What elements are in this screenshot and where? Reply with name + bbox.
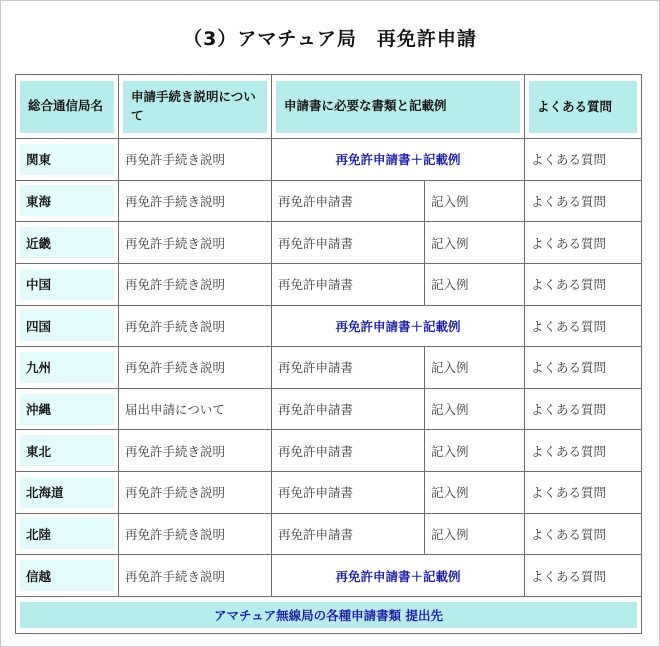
table-row (16, 222, 642, 264)
faq-cell[interactable] (525, 180, 642, 222)
footer-row (16, 596, 642, 633)
faq-cell[interactable] (525, 263, 642, 305)
example-cell[interactable] (425, 513, 525, 555)
example-cell[interactable] (425, 388, 525, 430)
table-row (16, 513, 642, 555)
application-form-cell[interactable] (272, 347, 425, 389)
page-title: （3）アマチュア局 再免許申請 (183, 28, 477, 50)
region-label: 近畿 (20, 227, 114, 258)
region-cell (16, 180, 119, 222)
procedure-cell[interactable] (119, 388, 272, 430)
faq-link[interactable]: よくある質問 (531, 568, 607, 584)
region-label: 信越 (20, 560, 114, 591)
example-link[interactable]: 記入例 (431, 443, 469, 459)
faq-link[interactable]: よくある質問 (531, 152, 607, 168)
application-form-link[interactable]: 再免許申請書 (278, 443, 354, 459)
application-form-combined-link[interactable]: 再免許申請書＋記載例 (335, 568, 461, 584)
example-link[interactable]: 記入例 (431, 360, 469, 376)
region-cell (16, 222, 119, 264)
procedure-link[interactable]: 再免許手続き説明 (125, 277, 226, 293)
region-label: 沖縄 (20, 394, 114, 425)
procedure-cell[interactable] (119, 180, 272, 222)
region-cell (16, 513, 119, 555)
procedure-cell[interactable] (119, 347, 272, 389)
application-form-cell[interactable] (272, 513, 425, 555)
faq-cell[interactable] (525, 430, 642, 472)
region-label: 四国 (20, 310, 114, 341)
application-form-link[interactable]: 再免許申請書 (278, 277, 354, 293)
faq-cell[interactable] (525, 305, 642, 347)
table-row (16, 388, 642, 430)
table-row (16, 139, 642, 181)
faq-link[interactable]: よくある質問 (531, 360, 607, 376)
region-label: 中国 (20, 269, 114, 300)
faq-link[interactable]: よくある質問 (531, 443, 607, 459)
faq-cell[interactable] (525, 222, 642, 264)
region-cell (16, 347, 119, 389)
example-link[interactable]: 記入例 (431, 402, 469, 418)
table-row (16, 305, 642, 347)
example-link[interactable]: 記入例 (431, 235, 469, 251)
procedure-cell[interactable] (119, 139, 272, 181)
faq-link[interactable]: よくある質問 (531, 402, 607, 418)
procedure-link[interactable]: 届出申請について (125, 402, 225, 418)
application-form-link[interactable]: 再免許申請書 (278, 360, 354, 376)
example-cell[interactable] (425, 347, 525, 389)
procedure-cell[interactable] (119, 222, 272, 264)
faq-cell[interactable] (525, 555, 642, 597)
region-cell (16, 555, 119, 597)
region-label: 九州 (20, 352, 114, 383)
procedure-link[interactable]: 再免許手続き説明 (125, 193, 226, 209)
table-row (16, 430, 642, 472)
region-label: 東海 (20, 185, 114, 216)
region-cell (16, 305, 119, 347)
procedure-cell[interactable] (119, 513, 272, 555)
header-region-cell (16, 75, 119, 139)
application-form-combined-link[interactable]: 再免許申請書＋記載例 (335, 152, 461, 168)
example-link[interactable]: 記入例 (431, 193, 469, 209)
application-form-link[interactable]: 再免許申請書 (278, 485, 354, 501)
procedure-link[interactable]: 再免許手続き説明 (125, 318, 226, 334)
table-row (16, 555, 642, 597)
procedure-link[interactable]: 再免許手続き説明 (125, 443, 226, 459)
faq-cell[interactable] (525, 388, 642, 430)
region-cell (16, 139, 119, 181)
procedure-cell[interactable] (119, 555, 272, 597)
faq-cell[interactable] (525, 139, 642, 181)
example-cell[interactable] (425, 222, 525, 264)
procedure-link[interactable]: 再免許手続き説明 (125, 568, 226, 584)
region-cell (16, 263, 119, 305)
header-documents-cell (272, 75, 525, 139)
header-region: 総合通信局名 (20, 81, 114, 133)
header-procedure: 申請手続き説明について (123, 81, 267, 133)
example-cell[interactable] (425, 263, 525, 305)
procedure-link[interactable]: 再免許手続き説明 (125, 485, 226, 501)
application-form-combined-cell[interactable] (272, 305, 525, 347)
faq-link[interactable]: よくある質問 (531, 318, 607, 334)
faq-cell[interactable] (525, 472, 642, 514)
header-procedure-cell (119, 75, 272, 139)
example-cell[interactable] (425, 472, 525, 514)
header-faq-cell (525, 75, 642, 139)
faq-cell[interactable] (525, 513, 642, 555)
application-form-link[interactable]: 再免許申請書 (278, 235, 354, 251)
header-row (16, 75, 642, 139)
example-link[interactable]: 記入例 (431, 485, 469, 501)
procedure-link[interactable]: 再免許手続き説明 (125, 152, 226, 168)
footer-cell[interactable] (16, 596, 642, 633)
region-cell (16, 472, 119, 514)
region-label: 北陸 (20, 518, 114, 549)
procedure-cell[interactable] (119, 263, 272, 305)
application-form-cell[interactable] (272, 472, 425, 514)
region-cell (16, 388, 119, 430)
application-form-link[interactable]: 再免許申請書 (278, 193, 354, 209)
procedure-link[interactable]: 再免許手続き説明 (125, 360, 226, 376)
application-form-combined-cell[interactable] (272, 555, 525, 597)
table-row (16, 347, 642, 389)
region-label: 関東 (20, 144, 114, 175)
submission-destinations-link[interactable]: アマチュア無線局の各種申請書類 提出先 (20, 602, 637, 628)
application-form-cell[interactable] (272, 388, 425, 430)
application-form-cell[interactable] (272, 430, 425, 472)
faq-link[interactable]: よくある質問 (531, 193, 607, 209)
table-row (16, 263, 642, 305)
example-link[interactable]: 記入例 (431, 277, 469, 293)
region-cell (16, 430, 119, 472)
header-documents: 申請書に必要な書類と記載例 (276, 81, 520, 133)
application-form-cell[interactable] (272, 263, 425, 305)
region-label: 東北 (20, 435, 114, 466)
application-form-cell[interactable] (272, 180, 425, 222)
faq-link[interactable]: よくある質問 (531, 277, 607, 293)
application-form-cell[interactable] (272, 222, 425, 264)
application-form-link[interactable]: 再免許申請書 (278, 402, 354, 418)
procedure-cell[interactable] (119, 472, 272, 514)
example-cell[interactable] (425, 180, 525, 222)
faq-link[interactable]: よくある質問 (531, 485, 607, 501)
table-row (16, 472, 642, 514)
faq-link[interactable]: よくある質問 (531, 526, 607, 542)
application-form-link[interactable]: 再免許申請書 (278, 526, 354, 542)
application-form-combined-link[interactable]: 再免許申請書＋記載例 (335, 318, 461, 334)
region-label: 北海道 (20, 477, 114, 508)
procedure-link[interactable]: 再免許手続き説明 (125, 235, 226, 251)
example-link[interactable]: 記入例 (431, 526, 469, 542)
faq-cell[interactable] (525, 347, 642, 389)
procedure-link[interactable]: 再免許手続き説明 (125, 526, 226, 542)
application-table (15, 74, 642, 634)
faq-link[interactable]: よくある質問 (531, 235, 607, 251)
example-cell[interactable] (425, 430, 525, 472)
procedure-cell[interactable] (119, 305, 272, 347)
table-row (16, 180, 642, 222)
procedure-cell[interactable] (119, 430, 272, 472)
header-faq: よくある質問 (529, 81, 637, 133)
application-form-combined-cell[interactable] (272, 139, 525, 181)
